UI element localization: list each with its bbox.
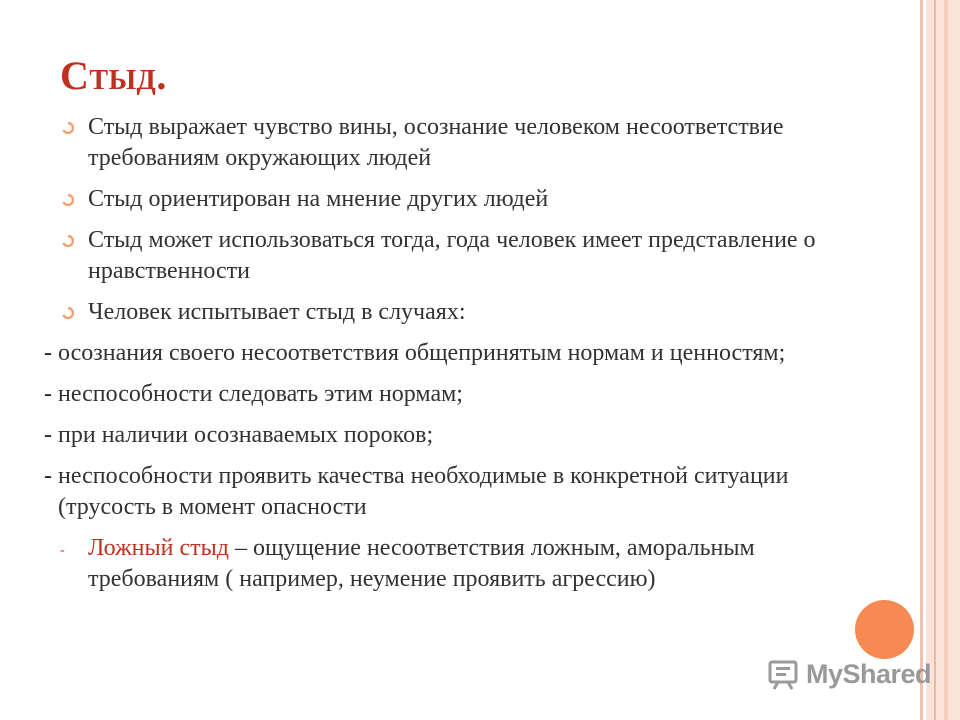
border-stripe [926, 0, 960, 720]
decorative-circle [855, 600, 914, 659]
ring-bullet-icon [62, 307, 74, 319]
bullet-text: Стыд ориентирован на мнение других людей [88, 186, 549, 212]
ring-bullet-icon [62, 122, 74, 134]
bullet-text: Стыд выражает чувство вины, осознание человеком несоответствие требованиям окружающих людей [88, 114, 784, 171]
dash-text: неспособности проявить качества необходимые в конкретной ситуации (трусость в момент опасности [58, 463, 789, 520]
slide-title: Стыд. [60, 53, 167, 98]
dash-item [28, 338, 858, 369]
dash-marker: - [44, 340, 52, 366]
border-stripe [920, 0, 923, 720]
border-stripe [934, 0, 936, 720]
dash-item [28, 461, 858, 523]
false-shame-definition: – ощущение несоответствия ложным, аморальным требованиям ( например, неумение проявить агрессию) [88, 535, 755, 592]
bullet-text: Стыд может использоваться тогда, года человек имеет представление о нравственности [88, 227, 816, 284]
false-shame-item [58, 533, 858, 595]
dash-text: осознания своего несоответствия общепринятым нормам и ценностям; [58, 340, 786, 366]
dash-item [28, 379, 858, 410]
dash-marker: - [60, 543, 65, 558]
ring-bullet-icon [62, 235, 74, 247]
false-shame-term: Ложный стыд [88, 535, 229, 561]
border-stripe [944, 0, 948, 720]
slide-content [44, 112, 858, 605]
dash-marker: - [44, 463, 52, 489]
dash-text: неспособности следовать этим нормам; [58, 381, 463, 407]
bullet-item [58, 112, 858, 174]
bullet-item [58, 225, 858, 287]
dash-text: при наличии осознаваемых пороков; [58, 422, 434, 448]
myshared-logo-icon [768, 658, 802, 690]
myshared-watermark [768, 656, 931, 692]
dash-item [28, 420, 858, 451]
bullet-item [58, 184, 858, 215]
dash-marker: - [44, 422, 52, 448]
bullet-text: Человек испытывает стыд в случаях: [88, 299, 466, 325]
ring-bullet-icon [62, 194, 74, 206]
dash-marker: - [44, 381, 52, 407]
watermark-text: MyShared [806, 658, 932, 689]
bullet-item [58, 297, 858, 328]
